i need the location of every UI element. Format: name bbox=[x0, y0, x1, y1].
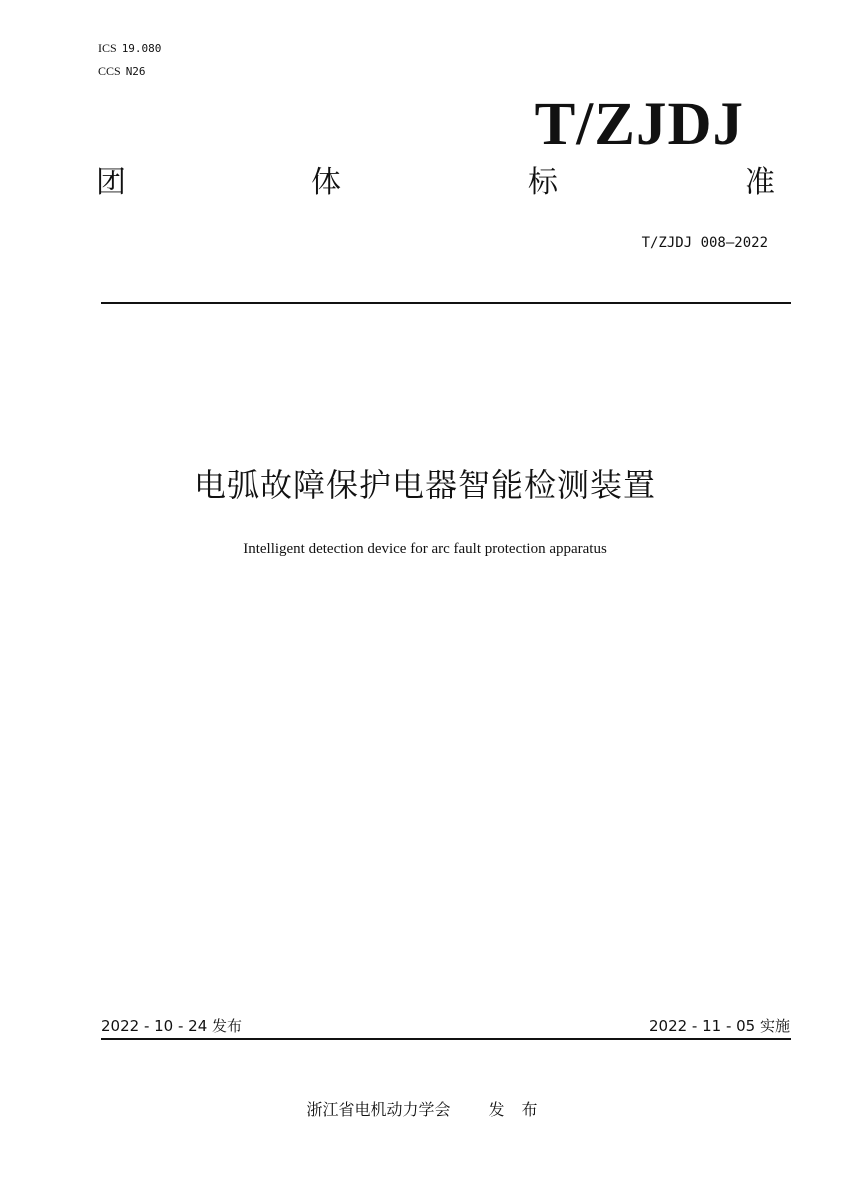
document-title-chinese: 电弧故障保护电器智能检测装置 bbox=[193, 466, 656, 504]
top-divider bbox=[101, 302, 791, 304]
standard-type-char-4: 准 bbox=[745, 165, 775, 200]
publish-date: 2022 - 10 - 24 发布 bbox=[101, 1017, 243, 1035]
issuer-line bbox=[0, 1099, 850, 1121]
ccs-label: CCS bbox=[98, 64, 121, 78]
standard-number: T/ZJDJ 008—2022 bbox=[641, 235, 768, 251]
standard-type-char-2: 体 bbox=[311, 165, 341, 200]
issue-action: 发 布 bbox=[488, 1100, 544, 1119]
issuer-name: 浙江省电机动力学会 bbox=[306, 1100, 451, 1119]
ics-code bbox=[98, 41, 161, 56]
bottom-divider bbox=[101, 1038, 791, 1040]
implement-date: 2022 - 11 - 05 实施 bbox=[648, 1017, 790, 1035]
standard-code: T/ZJDJ bbox=[534, 91, 744, 158]
ccs-value: N26 bbox=[125, 65, 146, 78]
standard-type-char-1: 团 bbox=[96, 165, 126, 200]
standard-type-char-3: 标 bbox=[528, 165, 558, 200]
document-title-english: Intelligent detection device for arc fault protection apparatus bbox=[243, 541, 607, 557]
ics-value: 19.080 bbox=[121, 42, 162, 55]
ccs-code bbox=[98, 64, 146, 79]
ics-label: ICS bbox=[98, 41, 117, 55]
